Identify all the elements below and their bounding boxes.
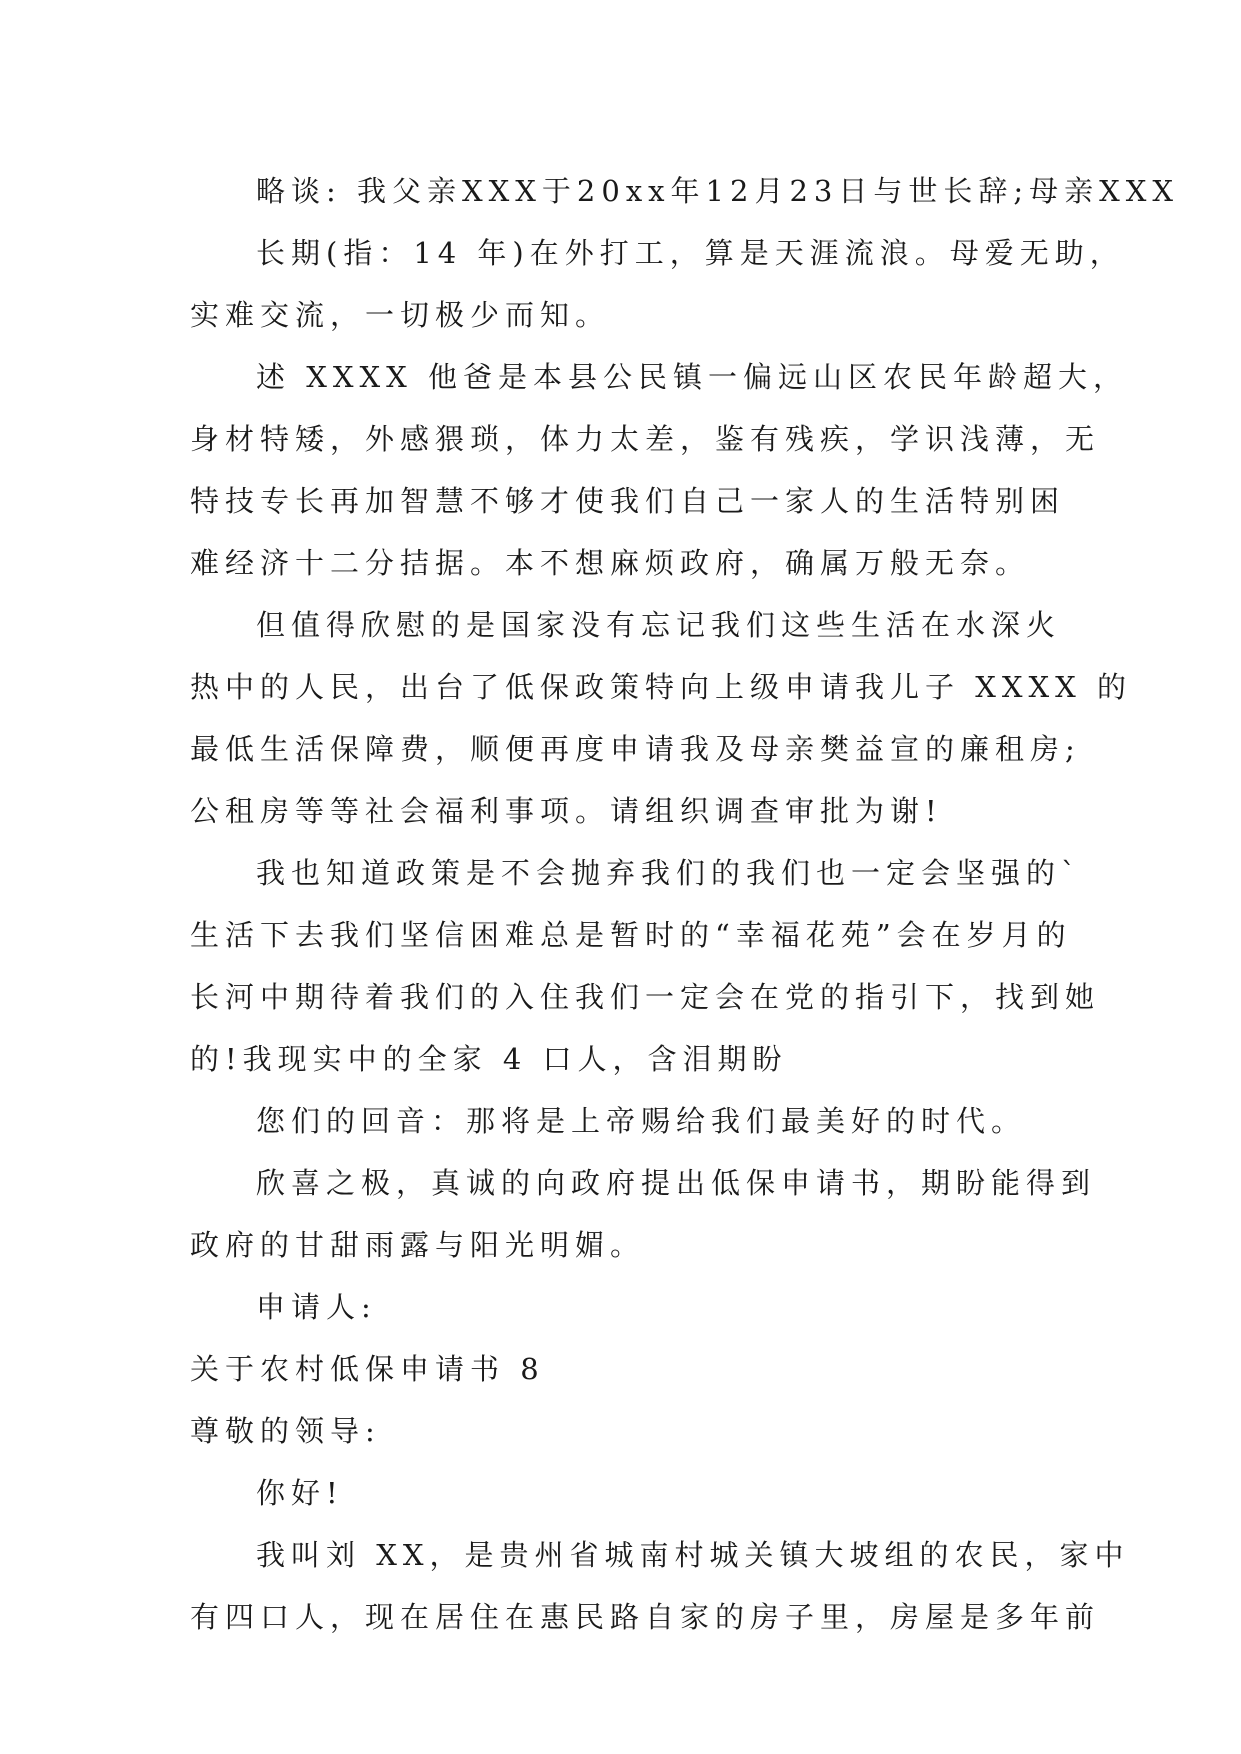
text-line: 热中的人民，出台了低保政策特向上级申请我儿子 XXXX 的 [190,670,1133,704]
text-line: 生活下去我们坚信困难总是暂时的“幸福花苑”会在岁月的 [190,918,1072,952]
text-line: 有四口人，现在居住在惠民路自家的房子里，房屋是多年前 [190,1600,1101,1634]
greeting: 你好! [256,1476,344,1510]
text-line: 述 XXXX 他爸是本县公民镇一偏远山区农民年龄超大， [256,360,1129,394]
text-line: 公租房等等社会福利事项。请组织调查审批为谢! [190,794,943,828]
text-line: 特技专长再加智慧不够才使我们自己一家人的生活特别困 [190,484,1066,518]
salutation: 尊敬的领导: [190,1414,381,1448]
text-line: 我叫刘 XX，是贵州省城南村城关镇大坡组的农民，家中 [256,1538,1130,1572]
text-line: 但值得欣慰的是国家没有忘记我们这些生活在水深火 [256,608,1062,642]
text-line: 最低生活保障费，顺便再度申请我及母亲樊益宣的廉租房; [190,732,1081,766]
text-line: 难经济十二分拮据。本不想麻烦政府，确属万般无奈。 [190,546,1031,580]
text-line: 我也知道政策是不会抛弃我们的我们也一定会坚强的` [256,856,1082,890]
signature-label: 申请人: [256,1290,377,1324]
text-line: 您们的回音：那将是上帝赐给我们最美好的时代。 [256,1104,1027,1138]
text-line: 欣喜之极，真诚的向政府提出低保申请书，期盼能得到 [256,1166,1097,1200]
text-line: 略谈: 我父亲XXX于20xx年12月23日与世长辞;母亲XXX [256,174,1180,208]
text-line: 身材特矮，外感猥琐，体力太差，鉴有残疾，学识浅薄，无 [190,422,1101,456]
text-line: 实难交流，一切极少而知。 [190,298,611,332]
text-line: 的!我现实中的全家 4 口人，含泪期盼 [190,1042,788,1076]
text-line: 长河中期待着我们的入住我们一定会在党的指引下，找到她 [190,980,1101,1014]
section-title: 关于农村低保申请书 8 [190,1352,545,1386]
text-line: 政府的甘甜雨露与阳光明媚。 [190,1228,646,1262]
text-line: 长期(指：14 年)在外打工，算是天涯流浪。母爱无助， [256,236,1125,270]
